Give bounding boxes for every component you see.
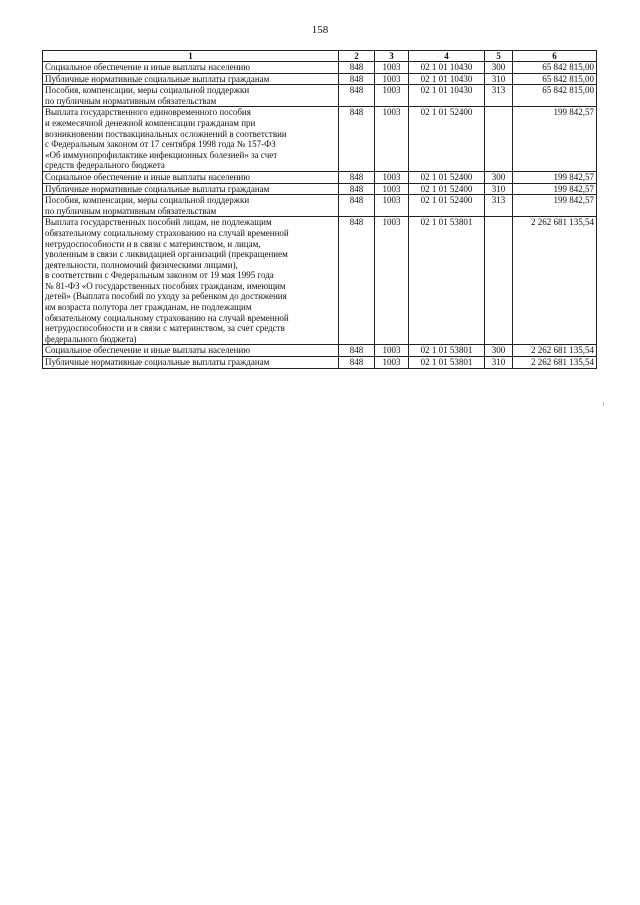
table-header: [43, 51, 597, 62]
row-description: Выплата государственного единовременного пособия и ежемесячной денежной компенсации гражданам при возникновении поствакцинальных осложнений в соответствии с Федеральным законом от 17 сентября 1998 года № 157-ФЗ «Об иммунопрофилактике инфекционных болезней» за счет средств федерального бюджета: [43, 107, 339, 172]
row-expense-type: 310: [485, 183, 513, 195]
row-amount: 65 842 815,00: [513, 85, 597, 107]
row-target-code: 02 1 01 53801: [409, 345, 485, 357]
row-expense-type: [485, 217, 513, 345]
column-header-5: 5: [485, 51, 513, 62]
row-expense-type: 310: [485, 73, 513, 85]
row-target-code: 02 1 01 10430: [409, 73, 485, 85]
column-header-1: 1: [43, 51, 339, 62]
row-amount: 199 842,57: [513, 107, 597, 172]
row-section-code: 1003: [375, 85, 409, 107]
row-expense-type: 300: [485, 171, 513, 183]
row-ministry-code: 848: [339, 85, 375, 107]
row-ministry-code: 848: [339, 107, 375, 172]
row-expense-type: 313: [485, 195, 513, 217]
row-ministry-code: 848: [339, 345, 375, 357]
row-amount: 2 262 681 135,54: [513, 217, 597, 345]
row-section-code: 1003: [375, 217, 409, 345]
row-target-code: 02 1 01 52400: [409, 171, 485, 183]
scan-artifact: [603, 402, 604, 406]
table-row: [43, 62, 597, 74]
row-ministry-code: 848: [339, 217, 375, 345]
row-expense-type: [485, 107, 513, 172]
table-row: [43, 73, 597, 85]
row-target-code: 02 1 01 10430: [409, 62, 485, 74]
row-expense-type: 313: [485, 85, 513, 107]
header-row: [43, 51, 597, 62]
column-header-2: 2: [339, 51, 375, 62]
column-header-3: 3: [375, 51, 409, 62]
row-description: Публичные нормативные социальные выплаты гражданам: [43, 73, 339, 85]
table-row: [43, 171, 597, 183]
row-description: Пособия, компенсации, меры социальной поддержки по публичным нормативным обязательствам: [43, 85, 339, 107]
row-target-code: 02 1 01 52400: [409, 195, 485, 217]
table-body: [43, 62, 597, 369]
row-section-code: 1003: [375, 195, 409, 217]
row-section-code: 1003: [375, 171, 409, 183]
row-section-code: 1003: [375, 345, 409, 357]
budget-table: [42, 50, 597, 369]
row-description: Выплата государственных пособий лицам, не подлежащим обязательному социальному страхованию на случай временной нетрудоспособности и в связи с материнством, и лицам, уволенным в связи с ликвидацией организаций (прекращением деятельности, полномочий физическими лицами), в соответствии с Федеральным законом от 19 мая 1995 года № 81-ФЗ «О государственных пособиях гражданам, имеющим детей» (Выплата пособий по уходу за ребенком до достижения им возраста полутора лет гражданам, не подлежащим обязательному социальному страхованию на случай временной нетрудоспособности и в связи с материнством, за счет средств федерального бюджета): [43, 217, 339, 345]
table-row: [43, 85, 597, 107]
row-amount: 2 262 681 135,54: [513, 357, 597, 369]
table-row: [43, 183, 597, 195]
row-expense-type: 300: [485, 345, 513, 357]
row-target-code: 02 1 01 53801: [409, 357, 485, 369]
row-amount: 199 842,57: [513, 171, 597, 183]
row-expense-type: 300: [485, 62, 513, 74]
row-ministry-code: 848: [339, 357, 375, 369]
row-expense-type: 310: [485, 357, 513, 369]
row-description: Публичные нормативные социальные выплаты гражданам: [43, 357, 339, 369]
row-section-code: 1003: [375, 62, 409, 74]
row-description: Социальное обеспечение и иные выплаты населению: [43, 62, 339, 74]
row-target-code: 02 1 01 10430: [409, 85, 485, 107]
row-amount: 199 842,57: [513, 183, 597, 195]
column-header-6: 6: [513, 51, 597, 62]
row-ministry-code: 848: [339, 73, 375, 85]
row-section-code: 1003: [375, 73, 409, 85]
row-amount: 199 842,57: [513, 195, 597, 217]
table-row: [43, 195, 597, 217]
row-target-code: 02 1 01 52400: [409, 107, 485, 172]
row-amount: 65 842 815,00: [513, 73, 597, 85]
row-ministry-code: 848: [339, 183, 375, 195]
row-target-code: 02 1 01 53801: [409, 217, 485, 345]
page-number: 158: [311, 24, 329, 36]
row-target-code: 02 1 01 52400: [409, 183, 485, 195]
row-section-code: 1003: [375, 357, 409, 369]
row-ministry-code: 848: [339, 62, 375, 74]
row-description: Публичные нормативные социальные выплаты гражданам: [43, 183, 339, 195]
row-amount: 2 262 681 135,54: [513, 345, 597, 357]
row-ministry-code: 848: [339, 195, 375, 217]
row-ministry-code: 848: [339, 171, 375, 183]
table-row: [43, 217, 597, 345]
row-description: Социальное обеспечение и иные выплаты населению: [43, 171, 339, 183]
row-description: Социальное обеспечение и иные выплаты населению: [43, 345, 339, 357]
row-description: Пособия, компенсации, меры социальной поддержки по публичным нормативным обязательствам: [43, 195, 339, 217]
table-row: [43, 345, 597, 357]
row-section-code: 1003: [375, 107, 409, 172]
column-header-4: 4: [409, 51, 485, 62]
table-row: [43, 357, 597, 369]
row-amount: 65 842 815,00: [513, 62, 597, 74]
row-section-code: 1003: [375, 183, 409, 195]
table-row: [43, 107, 597, 172]
